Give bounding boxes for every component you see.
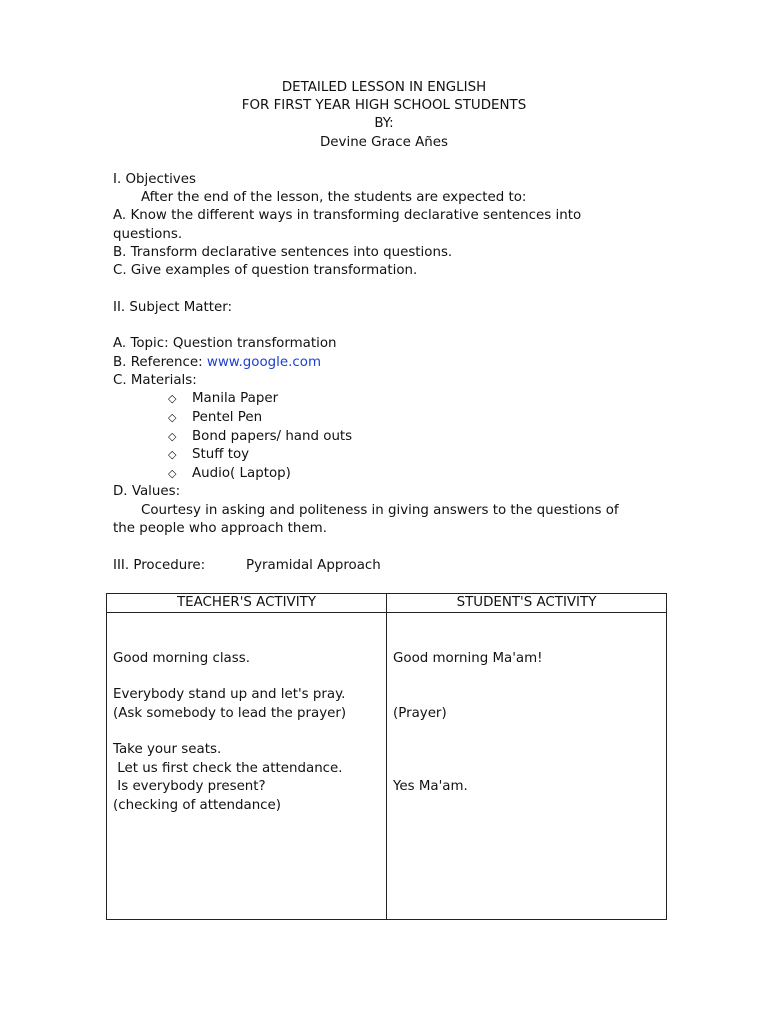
teacher-line: (checking of attendance) xyxy=(113,798,282,813)
diamond-bullet-icon: ◇ xyxy=(168,448,177,461)
teacher-activity-header: TEACHER'S ACTIVITY xyxy=(107,594,387,613)
author-name: Devine Grace Añes xyxy=(320,135,448,150)
objectives-intro: After the end of the lesson, the students are expected to: xyxy=(141,190,527,205)
material-item: ◇ Bond papers/ hand outs xyxy=(168,429,353,444)
teacher-line: Good morning class. xyxy=(113,651,250,666)
values-label: D. Values: xyxy=(113,484,181,499)
material-item: ◇ Audio( Laptop) xyxy=(168,466,291,481)
teacher-line: Let us first check the attendance. xyxy=(113,761,343,776)
objectives-heading: I. Objectives xyxy=(113,172,196,187)
procedure-heading: III. Procedure: xyxy=(113,558,206,573)
reference-link[interactable]: www.google.com xyxy=(206,355,321,370)
objective-b: B. Transform declarative sentences into questions. xyxy=(113,245,453,260)
materials-label: C. Materials: xyxy=(113,373,197,388)
objective-c: C. Give examples of question transformation. xyxy=(113,263,418,278)
diamond-bullet-icon: ◇ xyxy=(168,392,177,405)
student-line: (Prayer) xyxy=(393,706,447,721)
diamond-bullet-icon: ◇ xyxy=(168,467,177,480)
values-line-1: Courtesy in asking and politeness in giving answers to the questions of xyxy=(141,503,619,518)
activity-table xyxy=(106,593,667,920)
student-activity-cell xyxy=(387,613,667,920)
material-item: ◇ Manila Paper xyxy=(168,391,279,406)
reference-label: B. Reference: xyxy=(113,355,207,370)
values-line-2: the people who approach them. xyxy=(113,521,327,536)
student-line: Good morning Ma'am! xyxy=(393,651,543,666)
reference-line xyxy=(113,354,321,372)
objective-a-line-2: questions. xyxy=(113,227,183,242)
topic-line: A. Topic: Question transformation xyxy=(113,336,337,351)
teacher-line: Is everybody present? xyxy=(113,779,266,794)
teacher-line: (Ask somebody to lead the prayer) xyxy=(113,706,347,721)
subject-matter-heading: II. Subject Matter: xyxy=(113,300,233,315)
procedure-approach: Pyramidal Approach xyxy=(246,558,381,573)
title-line-2: FOR FIRST YEAR HIGH SCHOOL STUDENTS xyxy=(241,98,527,113)
diamond-bullet-icon: ◇ xyxy=(168,430,177,443)
teacher-activity-cell xyxy=(107,613,387,920)
objective-a-line-1: A. Know the different ways in transforming declarative sentences into xyxy=(113,208,582,223)
student-activity-header: STUDENT'S ACTIVITY xyxy=(387,594,667,613)
material-item: ◇ Stuff toy xyxy=(168,447,250,462)
material-item: ◇ Pentel Pen xyxy=(168,410,263,425)
title-line-1: DETAILED LESSON IN ENGLISH xyxy=(281,80,487,95)
teacher-line: Take your seats. xyxy=(113,742,222,757)
student-line: Yes Ma'am. xyxy=(393,779,468,794)
by-label: BY: xyxy=(374,116,394,131)
teacher-line: Everybody stand up and let's pray. xyxy=(113,687,346,702)
diamond-bullet-icon: ◇ xyxy=(168,411,177,424)
